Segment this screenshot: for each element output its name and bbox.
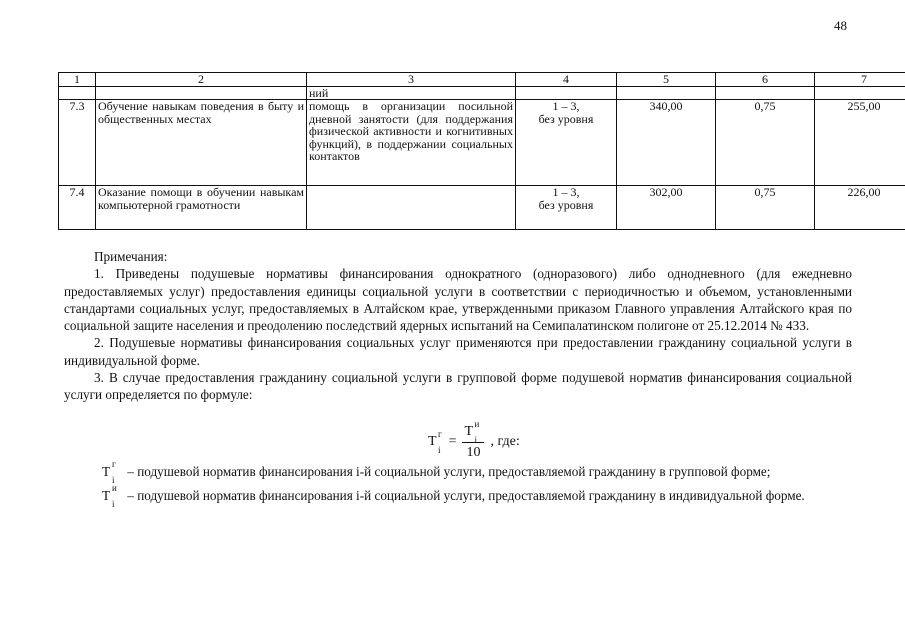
total-value: 226,00 bbox=[815, 186, 905, 230]
table-cell bbox=[716, 86, 815, 100]
header-cell: 7 bbox=[815, 73, 905, 87]
header-cell: 5 bbox=[617, 73, 716, 87]
row-number: 7.3 bbox=[59, 100, 96, 186]
service-description bbox=[307, 186, 516, 230]
table-row-continuation bbox=[59, 86, 905, 100]
cost-value: 340,00 bbox=[617, 100, 716, 186]
table-cell bbox=[516, 86, 617, 100]
formula-denominator: 10 bbox=[466, 444, 481, 460]
header-cell: 1 bbox=[59, 73, 96, 87]
group-norm-symbol: T г i bbox=[428, 429, 442, 455]
service-level bbox=[516, 100, 617, 186]
service-name: Обучение навыкам поведения в быту и общественных местах bbox=[96, 100, 307, 186]
row-number: 7.4 bbox=[59, 186, 96, 230]
table-row bbox=[59, 186, 905, 230]
note-item: 2. Подушевые нормативы финансирования социальных услуг применяются при предоставлении гражданину социальной услуги в индивидуальной форме. bbox=[64, 335, 852, 368]
individual-norm-symbol: T и i bbox=[464, 418, 480, 445]
cost-value: 302,00 bbox=[617, 186, 716, 230]
table-cell bbox=[96, 86, 307, 100]
formula bbox=[428, 420, 520, 464]
header-cell: 4 bbox=[516, 73, 617, 87]
header-cell: 6 bbox=[716, 73, 815, 87]
table-cell bbox=[59, 86, 96, 100]
page-number: 48 bbox=[834, 18, 847, 33]
level-note: без уровня bbox=[538, 111, 594, 126]
note-item: 1. Приведены подушевые нормативы финансирования однократного (одноразового) либо однодневного (для ежедневно предоставляемых услуг) предоставления единицы социальной услуги в соответствии с периодичностью и объемом, установленными стандартами социальных услуг, предоставляемых в Алтайском крае, утвержденными приказом Главного управления Алтайского края по социальной защите населения и преодолению последствий ядерных испытаний на Семипалатинском полигоне от 25.12.2014 № 433. bbox=[64, 266, 852, 334]
total-value: 255,00 bbox=[815, 100, 905, 186]
service-description: помощь в организации посильной дневной занятости (для поддержания физической активности и когнитивных функций), в поддержании социальных контактов bbox=[307, 100, 516, 186]
table-header-row bbox=[59, 73, 905, 87]
equals-sign: = bbox=[448, 434, 457, 449]
individual-norm-symbol: T и i bbox=[102, 483, 117, 509]
service-norms-table bbox=[58, 72, 905, 230]
notes-title: Примечания: bbox=[94, 249, 168, 264]
coefficient-value: 0,75 bbox=[716, 186, 815, 230]
formula-suffix: , где: bbox=[490, 434, 520, 449]
coefficient-value: 0,75 bbox=[716, 100, 815, 186]
table-cell bbox=[617, 86, 716, 100]
definition-text: – подушевой норматив финансирования i-й социальной услуги, предоставляемой гражданину в групповой форме; bbox=[127, 464, 771, 479]
notes-section bbox=[64, 248, 852, 404]
service-level bbox=[516, 186, 617, 230]
service-name: Оказание помощи в обучении навыкам компьютерной грамотности bbox=[96, 186, 307, 230]
table-row bbox=[59, 100, 905, 186]
header-cell: 3 bbox=[307, 73, 516, 87]
definition-group bbox=[102, 459, 771, 485]
table-cell: ний bbox=[307, 86, 516, 100]
level-range: 1 – 3, bbox=[552, 185, 580, 199]
level-range: 1 – 3, bbox=[552, 99, 580, 113]
group-norm-symbol: T г i bbox=[102, 459, 116, 485]
note-item: 3. В случае предоставления гражданину социальной услуги в групповой форме подушевой норматив финансирования социальной услуги определяется по формуле: bbox=[64, 370, 852, 403]
formula-fraction bbox=[462, 418, 484, 461]
table-cell bbox=[815, 86, 905, 100]
header-cell: 2 bbox=[96, 73, 307, 87]
definition-individual bbox=[102, 483, 805, 509]
definition-text: – подушевой норматив финансирования i-й социальной услуги, предоставляемой гражданину в индивидуальной форме. bbox=[127, 488, 805, 503]
level-note: без уровня bbox=[538, 197, 594, 212]
